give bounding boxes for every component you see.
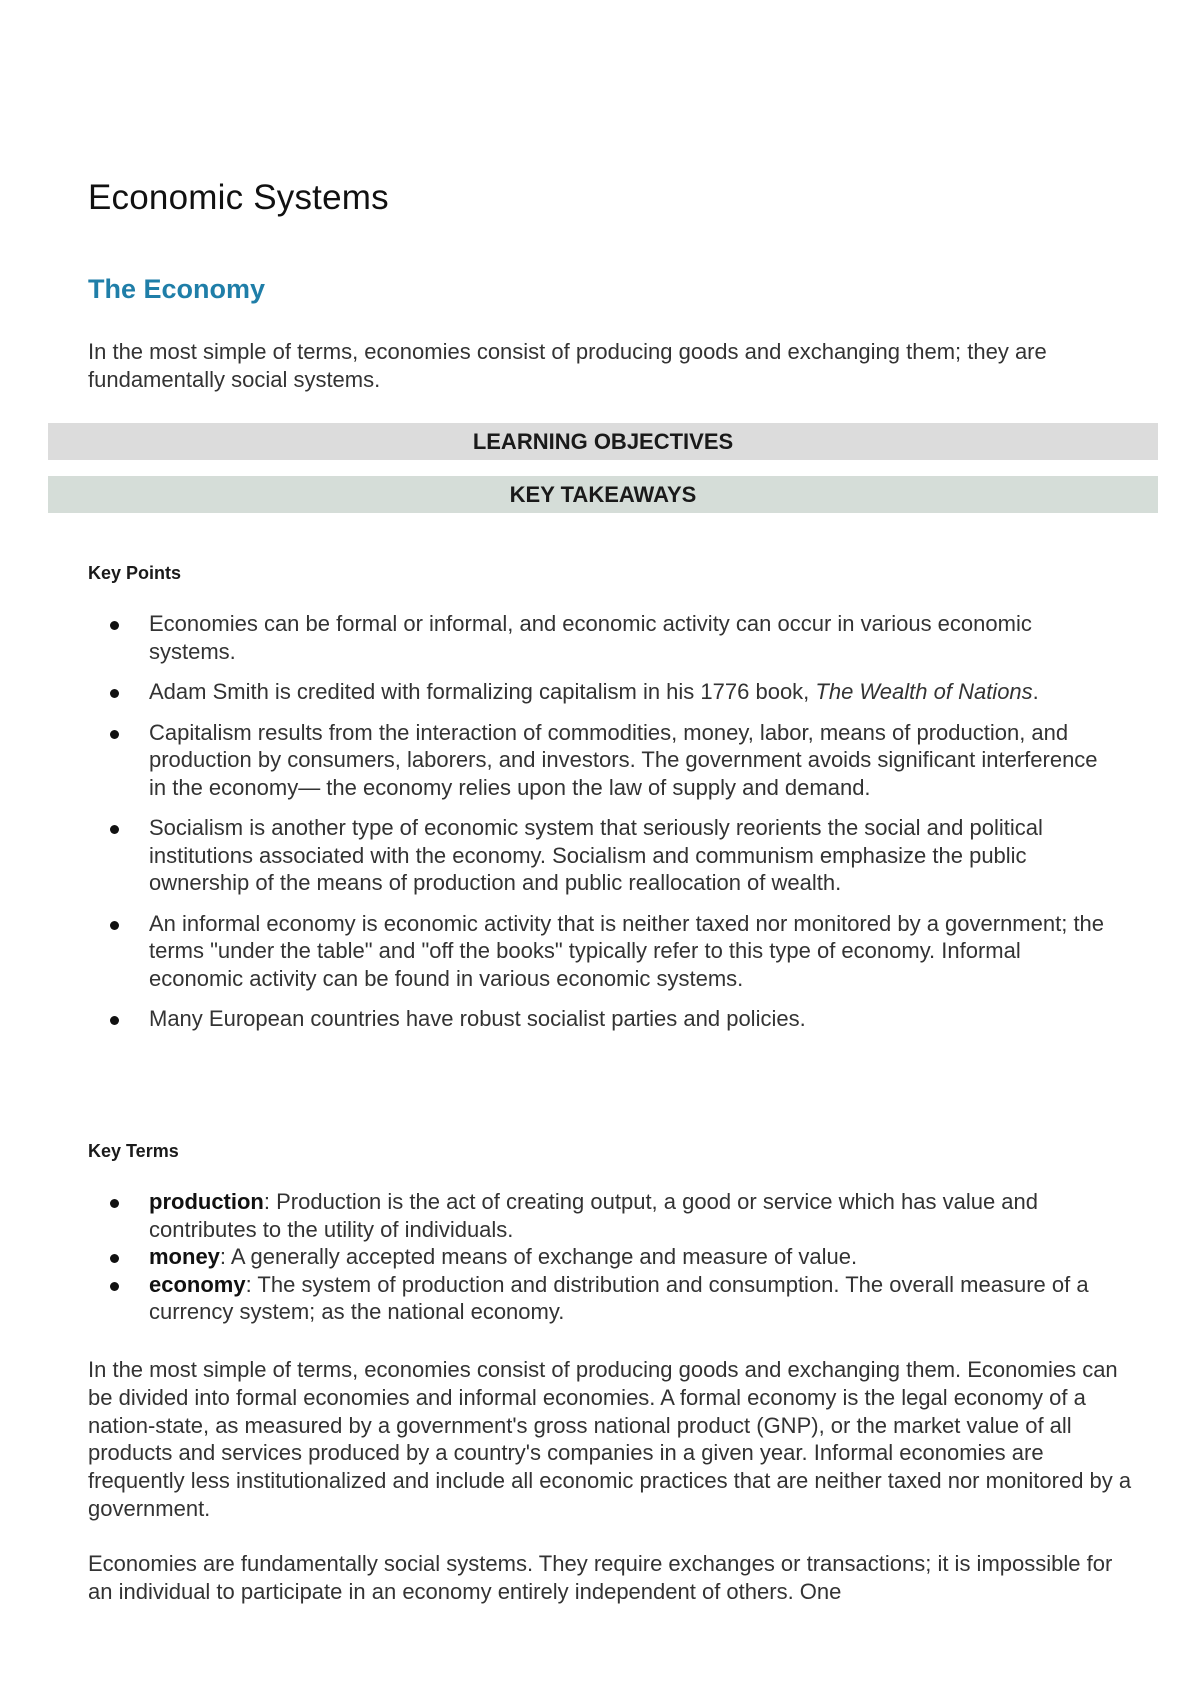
- key-point-text: Adam Smith is credited with formalizing capitalism in his 1776 book,: [149, 679, 816, 704]
- bullet-icon: [110, 1016, 119, 1025]
- list-item: [88, 1271, 1118, 1326]
- key-point-suffix: .: [1032, 679, 1039, 704]
- bullet-icon: [110, 1282, 119, 1291]
- list-item: [88, 910, 1118, 993]
- key-term: money: [149, 1244, 220, 1269]
- key-point-text: Capitalism results from the interaction of commodities, money, labor, means of production, and production by consumers, laborers, and investors. The government avoids significant interference in the economy— the economy relies upon the law of supply and demand.: [149, 719, 1098, 800]
- list-item: [88, 678, 1118, 706]
- body-paragraph: Economies are fundamentally social systems. They require exchanges or transactions; it is impossible for an individual to participate in an economy entirely independent of others. One: [88, 1551, 1113, 1604]
- bullet-icon: [110, 689, 119, 698]
- key-term-definition: : Production is the act of creating output, a good or service which has value and contributes to the utility of individuals.: [149, 1189, 1038, 1242]
- bullet-icon: [110, 730, 119, 739]
- key-term: economy: [149, 1271, 246, 1297]
- key-terms-heading: Key Terms: [88, 1141, 179, 1161]
- bullet-icon: [110, 921, 119, 930]
- list-item: [88, 1243, 1118, 1271]
- bullet-icon: [110, 1254, 119, 1263]
- list-item: [88, 814, 1118, 897]
- key-term-definition: : The system of production and distribution and consumption. The overall measure of a currency system; as the national economy.: [149, 1271, 1089, 1324]
- key-points-list: [88, 610, 1118, 1046]
- list-item: [88, 1005, 1118, 1033]
- key-terms-list: [88, 1188, 1118, 1326]
- key-term-definition: : A generally accepted means of exchange and measure of value.: [219, 1244, 858, 1269]
- key-takeaways-banner: KEY TAKEAWAYS: [48, 476, 1158, 513]
- bullet-icon: [110, 825, 119, 834]
- book-title: The Wealth of Nations: [815, 679, 1033, 704]
- list-item: [88, 1188, 1118, 1243]
- intro-paragraph: In the most simple of terms, economies consist of producing goods and exchanging them; they are fundamentally social systems.: [88, 339, 1047, 392]
- key-point-text: An informal economy is economic activity that is neither taxed nor monitored by a government; the terms "under the table" and "off the books" typically refer to this type of economy. Informal economic activity can be found in various economic systems.: [149, 910, 1105, 991]
- key-points-heading: Key Points: [88, 563, 182, 583]
- learning-objectives-banner: LEARNING OBJECTIVES: [48, 423, 1158, 460]
- body-paragraph: In the most simple of terms, economies consist of producing goods and exchanging them. Economies can be divided into formal economies and informal economies. A formal economy is the legal economy of a nation-state, as measured by a government's gross national product (GNP), or the market value of all products and services produced by a country's companies in a given year. Informal economies are frequently less institutionalized and include all economic practices that are neither taxed nor monitored by a government.: [88, 1357, 1132, 1521]
- section-heading: The Economy: [88, 274, 266, 304]
- page-title: Economic Systems: [88, 178, 389, 217]
- bullet-icon: [110, 621, 119, 630]
- list-item: [88, 719, 1118, 802]
- key-term: production: [149, 1189, 264, 1214]
- key-point-text: Economies can be formal or informal, and economic activity can occur in various economic systems.: [149, 611, 1032, 664]
- key-point-text: Many European countries have robust socialist parties and policies.: [149, 1006, 806, 1031]
- list-item: [88, 610, 1118, 665]
- key-point-text: Socialism is another type of economic system that seriously reorients the social and political institutions associated with the economy. Socialism and communism emphasize the public ownership of the means of production and public reallocation of wealth.: [149, 815, 1043, 895]
- bullet-icon: [110, 1199, 119, 1208]
